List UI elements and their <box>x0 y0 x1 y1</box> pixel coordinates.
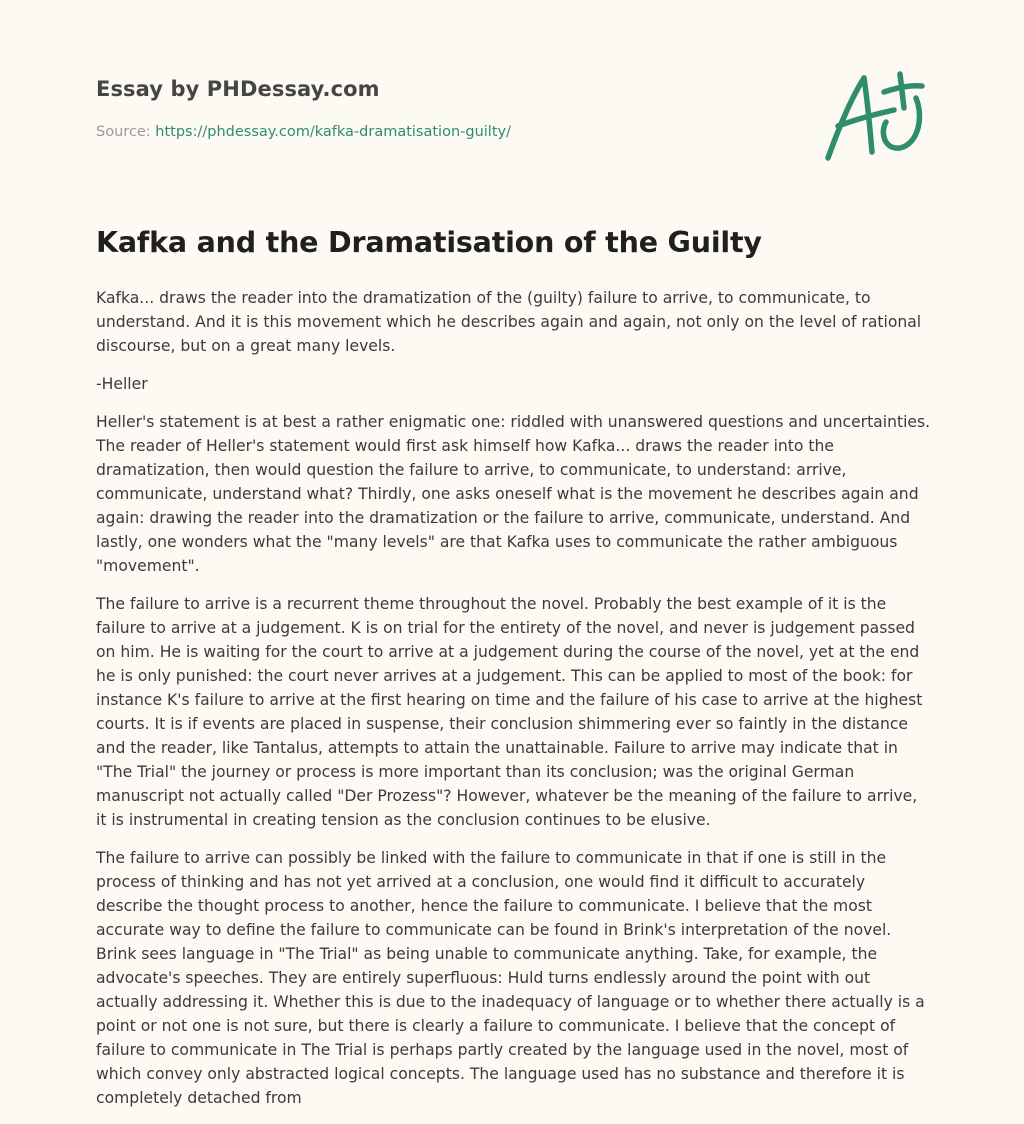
essay-body <box>96 286 932 1124</box>
page <box>96 0 932 1107</box>
essay-paragraph: Heller's statement is at best a rather enigmatic one: riddled with unanswered questions and uncertainties. The reader of Heller's statement would first ask himself how Kafka... draws the reader into the dramatization, then would question the failure to arrive, to communicate, to understand: arrive, communicate, understand what? Thirdly, one asks oneself what is the movement he describes again and again: drawing the reader into the dramatization or the failure to arrive, communicate, understand. And lastly, one wonders what the "many levels" are that Kafka uses to communicate the rather ambiguous "movement". <box>96 413 931 575</box>
a-plus-logo-icon <box>824 68 926 164</box>
essay-paragraph: The failure to arrive can possibly be linked with the failure to communicate in that if one is still in the process of thinking and has not yet arrived at a conclusion, one would find it difficult to accurately describe the thought process to another, hence the failure to communicate. I believe that the most accurate way to define the failure to communicate can be found in Brink's interpretation of the novel. Brink sees language in "The Trial" as being unable to communicate anything. Take, for example, the advocate's speeches. They are entirely superfluous: Huld turns endlessly around the point with out actually addressing it. Whether this is due to the inadequacy of language or to whether there actually is a point or not one is not sure, but there is clearly a failure to communicate. I believe that the concept of failure to communicate in The Trial is perhaps partly created by the language used in the novel, most of which convey only abstracted logical concepts. The language used has no substance and therefore it is completely detached from <box>96 849 925 1107</box>
essay-paragraph: The failure to arrive is a recurrent theme throughout the novel. Probably the best example of it is the failure to arrive at a judgement. K is on trial for the entirety of the novel, and never is judgement passed on him. He is waiting for the court to arrive at a judgement during the course of the novel, yet at the end he is only punished: the court never arrives at a judgement. This can be applied to most of the book: for instance K's failure to arrive at the first hearing on time and the failure of his case to arrive at the highest courts. It is if events are placed in suspense, their conclusion shimmering ever so faintly in the distance and the reader, like Tantalus, attempts to attain the unattainable. Failure to arrive may indicate that in "The Trial" the journey or process is more important than its conclusion; was the original German manuscript not actually called "Der Prozess"? However, whatever be the meaning of the failure to arrive, it is instrumental in creating tension as the conclusion continues to be elusive. <box>96 595 923 829</box>
essay-title: Kafka and the Dramatisation of the Guilty <box>96 226 762 259</box>
source-line <box>96 124 511 140</box>
essay-attribution: -Heller <box>96 375 148 393</box>
source-link[interactable]: https://phdessay.com/kafka-dramatisation-guilty/ <box>155 124 511 140</box>
source-label: Source: <box>96 124 156 140</box>
essay-header <box>96 0 932 190</box>
essay-paragraph: Kafka... draws the reader into the dramatization of the (guilty) failure to arrive, to communicate, to understand. And it is this movement which he describes again and again, not only on the level of rational discourse, but on a great many levels. <box>96 289 922 355</box>
brand-title: Essay by PHDessay.com <box>96 77 380 101</box>
